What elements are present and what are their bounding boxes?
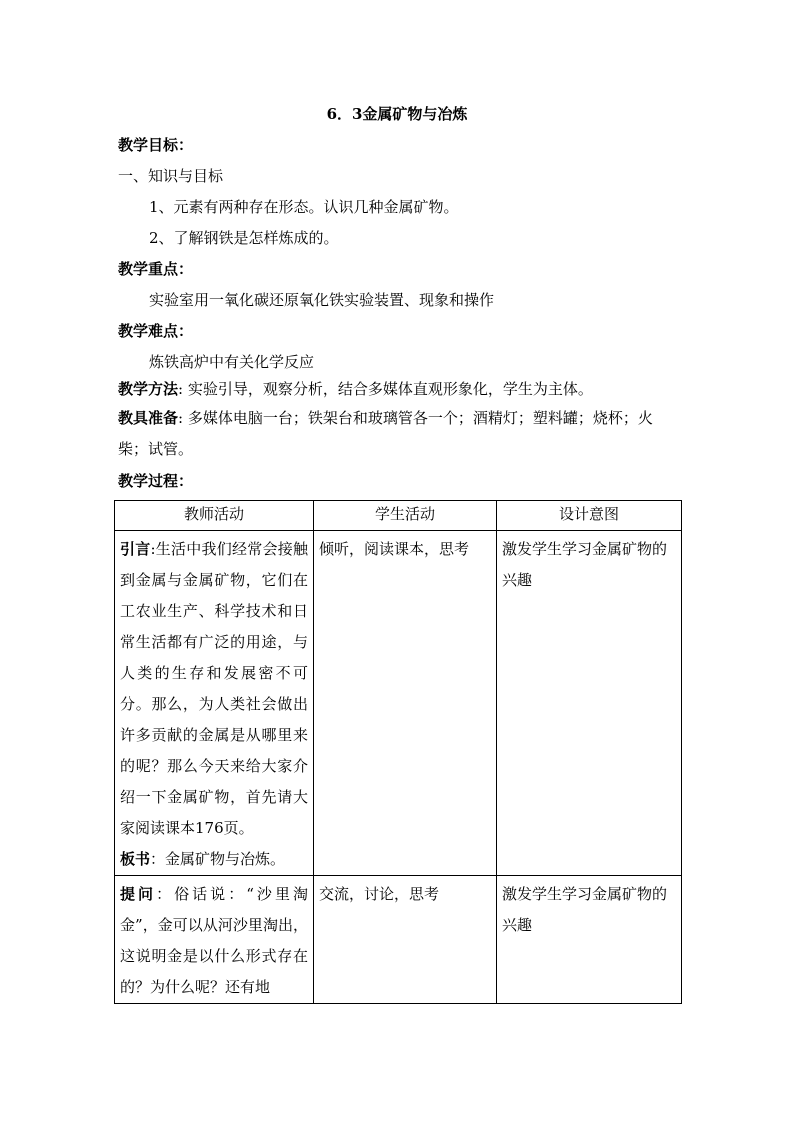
header-design-intent: 设计意图 — [497, 501, 682, 531]
process-heading: 教学过程： — [118, 472, 194, 490]
key-points-heading: 教学重点： — [118, 260, 194, 278]
lesson-process-table — [114, 500, 682, 1004]
table-row — [115, 876, 682, 1004]
table-row — [115, 531, 682, 876]
equipment-text: : 多媒体电脑一台；铁架台和玻璃管各一个；酒精灯；塑料罐；烧杯；火柴；试管。 — [118, 409, 653, 458]
method-line — [118, 379, 593, 399]
teacher-activity-cell — [115, 531, 314, 876]
equipment-paragraph — [118, 403, 678, 465]
table-header-row — [115, 501, 682, 531]
design-intent-cell: 激发学生学习金属矿物的兴趣 — [497, 531, 682, 876]
teacher-activity-intro — [120, 534, 308, 844]
key-points-text: 实验室用一氧化碳还原氧化铁实验装置、现象和操作 — [149, 291, 495, 309]
objectives-heading: 教学目标： — [118, 136, 194, 154]
intro-text: :生活中我们经常会接触到金属与金属矿物，它们在工农业生产、科学技术和日常生活都有广泛的用途，与人类的生存和发展密不可分。那么，为人类社会做出许多贡献的金属是从哪里来的呢？那么今天来给大家介绍一下金属矿物，首先请大家阅读课本176页。 — [120, 540, 308, 837]
objective-item-1: 1、元素有两种存在形态。认识几种金属矿物。 — [149, 198, 459, 216]
student-activity-cell: 交流，讨论，思考 — [314, 876, 497, 1004]
objectives-section-1: 一、知识与目标 — [118, 167, 224, 185]
difficulties-text: 炼铁高炉中有关化学反应 — [149, 353, 315, 371]
teacher-activity-cell — [115, 876, 314, 1004]
page-title: 6．3金属矿物与冶炼 — [326, 105, 468, 123]
design-intent-cell: 激发学生学习金属矿物的兴趣 — [497, 876, 682, 1004]
equipment-label: 教具准备 — [118, 409, 179, 427]
intro-label: 引言 — [120, 540, 151, 558]
header-teacher-activity: 教师活动 — [115, 501, 314, 531]
question-text: ：俗话说：“沙里淘金”，金可以从河沙里淘出，这说明金是以什么形式存在的？为什么呢？还有地 — [120, 885, 308, 996]
objective-item-2: 2、了解钢铁是怎样炼成的。 — [149, 229, 339, 247]
student-activity-cell: 倾听，阅读课本，思考 — [314, 531, 497, 876]
difficulties-heading: 教学难点： — [118, 322, 194, 340]
header-student-activity: 学生活动 — [314, 501, 497, 531]
teacher-activity-question — [120, 879, 308, 1003]
board-text: ：金属矿物与冶炼。 — [150, 850, 286, 868]
question-label: 提问 — [120, 885, 157, 903]
board-label: 板书 — [120, 850, 151, 868]
method-text: : 实验引导，观察分析，结合多媒体直观形象化，学生为主体。 — [178, 380, 593, 398]
method-label: 教学方法 — [118, 380, 179, 398]
teacher-activity-board — [120, 844, 308, 875]
